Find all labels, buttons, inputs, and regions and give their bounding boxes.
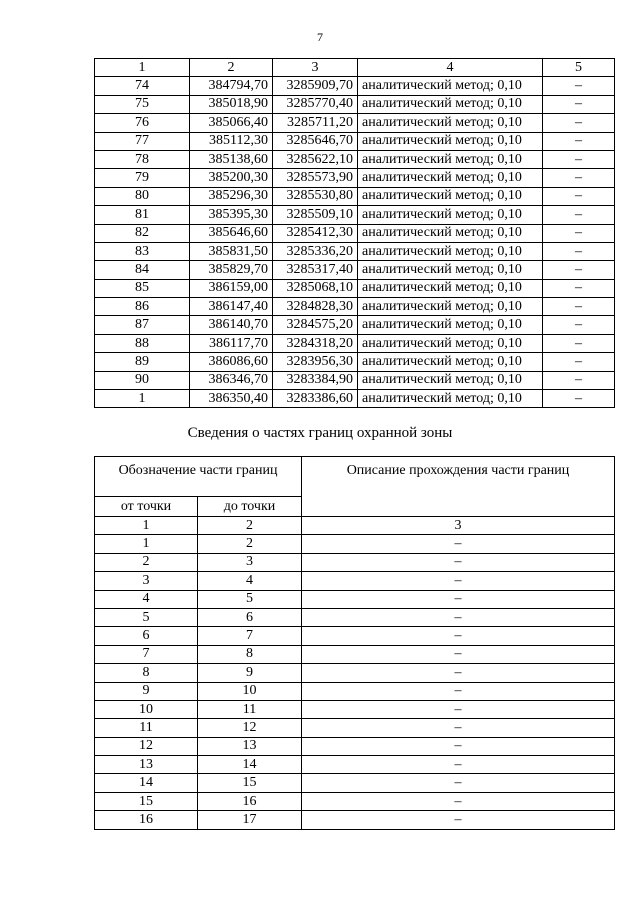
- column-number: 3: [302, 517, 615, 535]
- table-row: [95, 114, 615, 132]
- description-cell: –: [302, 664, 615, 682]
- description-cell: –: [302, 682, 615, 700]
- table-row: [95, 774, 615, 792]
- table-row: [95, 224, 615, 242]
- from-point-cell: 5: [95, 608, 198, 626]
- column-header: 3: [273, 59, 358, 77]
- table-row: [95, 169, 615, 187]
- table-row: [95, 316, 615, 334]
- table-row: [95, 132, 615, 150]
- to-point-cell: 17: [198, 811, 302, 829]
- x-coordinate-cell: 384794,70: [190, 77, 273, 95]
- description-cell: –: [302, 774, 615, 792]
- point-number-cell: 79: [95, 169, 190, 187]
- y-coordinate-cell: 3285336,20: [273, 242, 358, 260]
- to-point-cell: 9: [198, 664, 302, 682]
- to-point-cell: 8: [198, 645, 302, 663]
- note-cell: –: [543, 187, 615, 205]
- point-number-cell: 1: [95, 390, 190, 408]
- y-coordinate-cell: 3283956,30: [273, 353, 358, 371]
- note-cell: –: [543, 132, 615, 150]
- y-coordinate-cell: 3285317,40: [273, 261, 358, 279]
- from-point-cell: 14: [95, 774, 198, 792]
- to-point-header: до точки: [198, 497, 302, 517]
- x-coordinate-cell: 386140,70: [190, 316, 273, 334]
- boundary-designation-header: Обозначение части границ: [95, 457, 302, 497]
- column-number: 1: [95, 517, 198, 535]
- point-number-cell: 78: [95, 150, 190, 168]
- table-row: [95, 719, 615, 737]
- table-row: [95, 535, 615, 553]
- table-row: [95, 811, 615, 829]
- from-point-cell: 4: [95, 590, 198, 608]
- note-cell: –: [543, 169, 615, 187]
- table-row: [95, 206, 615, 224]
- method-cell: аналитический метод; 0,10: [358, 169, 543, 187]
- table-row: [95, 590, 615, 608]
- y-coordinate-cell: 3285646,70: [273, 132, 358, 150]
- column-header: 1: [95, 59, 190, 77]
- column-header: 2: [190, 59, 273, 77]
- x-coordinate-cell: 386159,00: [190, 279, 273, 297]
- table-row: [95, 608, 615, 626]
- note-cell: –: [543, 390, 615, 408]
- note-cell: –: [543, 242, 615, 260]
- x-coordinate-cell: 385066,40: [190, 114, 273, 132]
- column-header: 5: [543, 59, 615, 77]
- from-point-cell: 1: [95, 535, 198, 553]
- x-coordinate-cell: 385018,90: [190, 95, 273, 113]
- to-point-cell: 10: [198, 682, 302, 700]
- method-cell: аналитический метод; 0,10: [358, 261, 543, 279]
- note-cell: –: [543, 77, 615, 95]
- table-row: [95, 682, 615, 700]
- from-point-cell: 13: [95, 756, 198, 774]
- description-cell: –: [302, 645, 615, 663]
- method-cell: аналитический метод; 0,10: [358, 114, 543, 132]
- table-row: [95, 187, 615, 205]
- note-cell: –: [543, 224, 615, 242]
- y-coordinate-cell: 3285770,40: [273, 95, 358, 113]
- y-coordinate-cell: 3285711,20: [273, 114, 358, 132]
- from-point-cell: 11: [95, 719, 198, 737]
- y-coordinate-cell: 3285909,70: [273, 77, 358, 95]
- x-coordinate-cell: 386350,40: [190, 390, 273, 408]
- method-cell: аналитический метод; 0,10: [358, 132, 543, 150]
- point-number-cell: 85: [95, 279, 190, 297]
- from-point-cell: 15: [95, 792, 198, 810]
- point-number-cell: 83: [95, 242, 190, 260]
- y-coordinate-cell: 3285068,10: [273, 279, 358, 297]
- x-coordinate-cell: 385200,30: [190, 169, 273, 187]
- method-cell: аналитический метод; 0,10: [358, 150, 543, 168]
- table-row: [95, 700, 615, 718]
- point-number-cell: 82: [95, 224, 190, 242]
- method-cell: аналитический метод; 0,10: [358, 77, 543, 95]
- table-row: [95, 553, 615, 571]
- y-coordinate-cell: 3285622,10: [273, 150, 358, 168]
- description-cell: –: [302, 811, 615, 829]
- table-row: [95, 645, 615, 663]
- note-cell: –: [543, 114, 615, 132]
- coordinates-body: [95, 77, 615, 408]
- to-point-cell: 4: [198, 572, 302, 590]
- coordinates-header-row: [95, 59, 615, 77]
- method-cell: аналитический метод; 0,10: [358, 95, 543, 113]
- x-coordinate-cell: 385296,30: [190, 187, 273, 205]
- description-cell: –: [302, 608, 615, 626]
- x-coordinate-cell: 385829,70: [190, 261, 273, 279]
- table-row: [95, 756, 615, 774]
- point-number-cell: 77: [95, 132, 190, 150]
- from-point-cell: 3: [95, 572, 198, 590]
- from-point-header: от точки: [95, 497, 198, 517]
- point-number-cell: 86: [95, 298, 190, 316]
- x-coordinate-cell: 385112,30: [190, 132, 273, 150]
- point-number-cell: 90: [95, 371, 190, 389]
- point-number-cell: 88: [95, 334, 190, 352]
- table-row: [95, 390, 615, 408]
- y-coordinate-cell: 3284828,30: [273, 298, 358, 316]
- table-row: [95, 353, 615, 371]
- description-cell: –: [302, 700, 615, 718]
- method-cell: аналитический метод; 0,10: [358, 206, 543, 224]
- point-number-cell: 81: [95, 206, 190, 224]
- table-row: [95, 150, 615, 168]
- method-cell: аналитический метод; 0,10: [358, 353, 543, 371]
- description-cell: –: [302, 756, 615, 774]
- from-point-cell: 7: [95, 645, 198, 663]
- note-cell: –: [543, 95, 615, 113]
- x-coordinate-cell: 385646,60: [190, 224, 273, 242]
- method-cell: аналитический метод; 0,10: [358, 298, 543, 316]
- to-point-cell: 7: [198, 627, 302, 645]
- description-cell: –: [302, 737, 615, 755]
- method-cell: аналитический метод; 0,10: [358, 224, 543, 242]
- method-cell: аналитический метод; 0,10: [358, 371, 543, 389]
- y-coordinate-cell: 3285573,90: [273, 169, 358, 187]
- y-coordinate-cell: 3283386,60: [273, 390, 358, 408]
- column-number: 2: [198, 517, 302, 535]
- point-number-cell: 87: [95, 316, 190, 334]
- note-cell: –: [543, 261, 615, 279]
- y-coordinate-cell: 3285530,80: [273, 187, 358, 205]
- to-point-cell: 15: [198, 774, 302, 792]
- table-row: [95, 572, 615, 590]
- to-point-cell: 14: [198, 756, 302, 774]
- description-cell: –: [302, 792, 615, 810]
- from-point-cell: 16: [95, 811, 198, 829]
- table-row: [95, 261, 615, 279]
- to-point-cell: 2: [198, 535, 302, 553]
- note-cell: –: [543, 316, 615, 334]
- note-cell: –: [543, 371, 615, 389]
- note-cell: –: [543, 279, 615, 297]
- y-coordinate-cell: 3285412,30: [273, 224, 358, 242]
- to-point-cell: 13: [198, 737, 302, 755]
- y-coordinate-cell: 3283384,90: [273, 371, 358, 389]
- table-row: [95, 664, 615, 682]
- x-coordinate-cell: 385138,60: [190, 150, 273, 168]
- table-row: [95, 737, 615, 755]
- table-row: [95, 792, 615, 810]
- parts-number-row: [95, 517, 615, 535]
- to-point-cell: 5: [198, 590, 302, 608]
- to-point-cell: 12: [198, 719, 302, 737]
- method-cell: аналитический метод; 0,10: [358, 390, 543, 408]
- note-cell: –: [543, 353, 615, 371]
- to-point-cell: 16: [198, 792, 302, 810]
- x-coordinate-cell: 385831,50: [190, 242, 273, 260]
- coordinates-table: [94, 58, 615, 408]
- table-row: [95, 627, 615, 645]
- table-row: [95, 77, 615, 95]
- y-coordinate-cell: 3285509,10: [273, 206, 358, 224]
- table-row: [95, 279, 615, 297]
- description-cell: –: [302, 719, 615, 737]
- y-coordinate-cell: 3284318,20: [273, 334, 358, 352]
- description-cell: –: [302, 590, 615, 608]
- parts-header-row: [95, 457, 615, 497]
- to-point-cell: 6: [198, 608, 302, 626]
- from-point-cell: 10: [95, 700, 198, 718]
- method-cell: аналитический метод; 0,10: [358, 316, 543, 334]
- x-coordinate-cell: 386086,60: [190, 353, 273, 371]
- note-cell: –: [543, 334, 615, 352]
- note-cell: –: [543, 298, 615, 316]
- x-coordinate-cell: 386346,70: [190, 371, 273, 389]
- to-point-cell: 3: [198, 553, 302, 571]
- method-cell: аналитический метод; 0,10: [358, 279, 543, 297]
- page-number: 7: [317, 30, 323, 44]
- table-row: [95, 334, 615, 352]
- method-cell: аналитический метод; 0,10: [358, 334, 543, 352]
- description-cell: –: [302, 627, 615, 645]
- y-coordinate-cell: 3284575,20: [273, 316, 358, 334]
- table-row: [95, 298, 615, 316]
- column-header: 4: [358, 59, 543, 77]
- note-cell: –: [543, 206, 615, 224]
- point-number-cell: 75: [95, 95, 190, 113]
- from-point-cell: 9: [95, 682, 198, 700]
- table-row: [95, 95, 615, 113]
- point-number-cell: 76: [95, 114, 190, 132]
- description-cell: –: [302, 572, 615, 590]
- note-cell: –: [543, 150, 615, 168]
- method-cell: аналитический метод; 0,10: [358, 242, 543, 260]
- point-number-cell: 84: [95, 261, 190, 279]
- section-heading: Сведения о частях границ охранной зоны: [187, 425, 453, 441]
- x-coordinate-cell: 385395,30: [190, 206, 273, 224]
- boundary-parts-table: [94, 456, 615, 830]
- x-coordinate-cell: 386147,40: [190, 298, 273, 316]
- from-point-cell: 12: [95, 737, 198, 755]
- description-cell: –: [302, 535, 615, 553]
- boundary-description-header: Описание прохождения части границ: [302, 457, 615, 517]
- method-cell: аналитический метод; 0,10: [358, 187, 543, 205]
- from-point-cell: 6: [95, 627, 198, 645]
- parts-body: [95, 535, 615, 829]
- from-point-cell: 2: [95, 553, 198, 571]
- from-point-cell: 8: [95, 664, 198, 682]
- point-number-cell: 89: [95, 353, 190, 371]
- x-coordinate-cell: 386117,70: [190, 334, 273, 352]
- to-point-cell: 11: [198, 700, 302, 718]
- description-cell: –: [302, 553, 615, 571]
- table-row: [95, 242, 615, 260]
- point-number-cell: 74: [95, 77, 190, 95]
- point-number-cell: 80: [95, 187, 190, 205]
- table-row: [95, 371, 615, 389]
